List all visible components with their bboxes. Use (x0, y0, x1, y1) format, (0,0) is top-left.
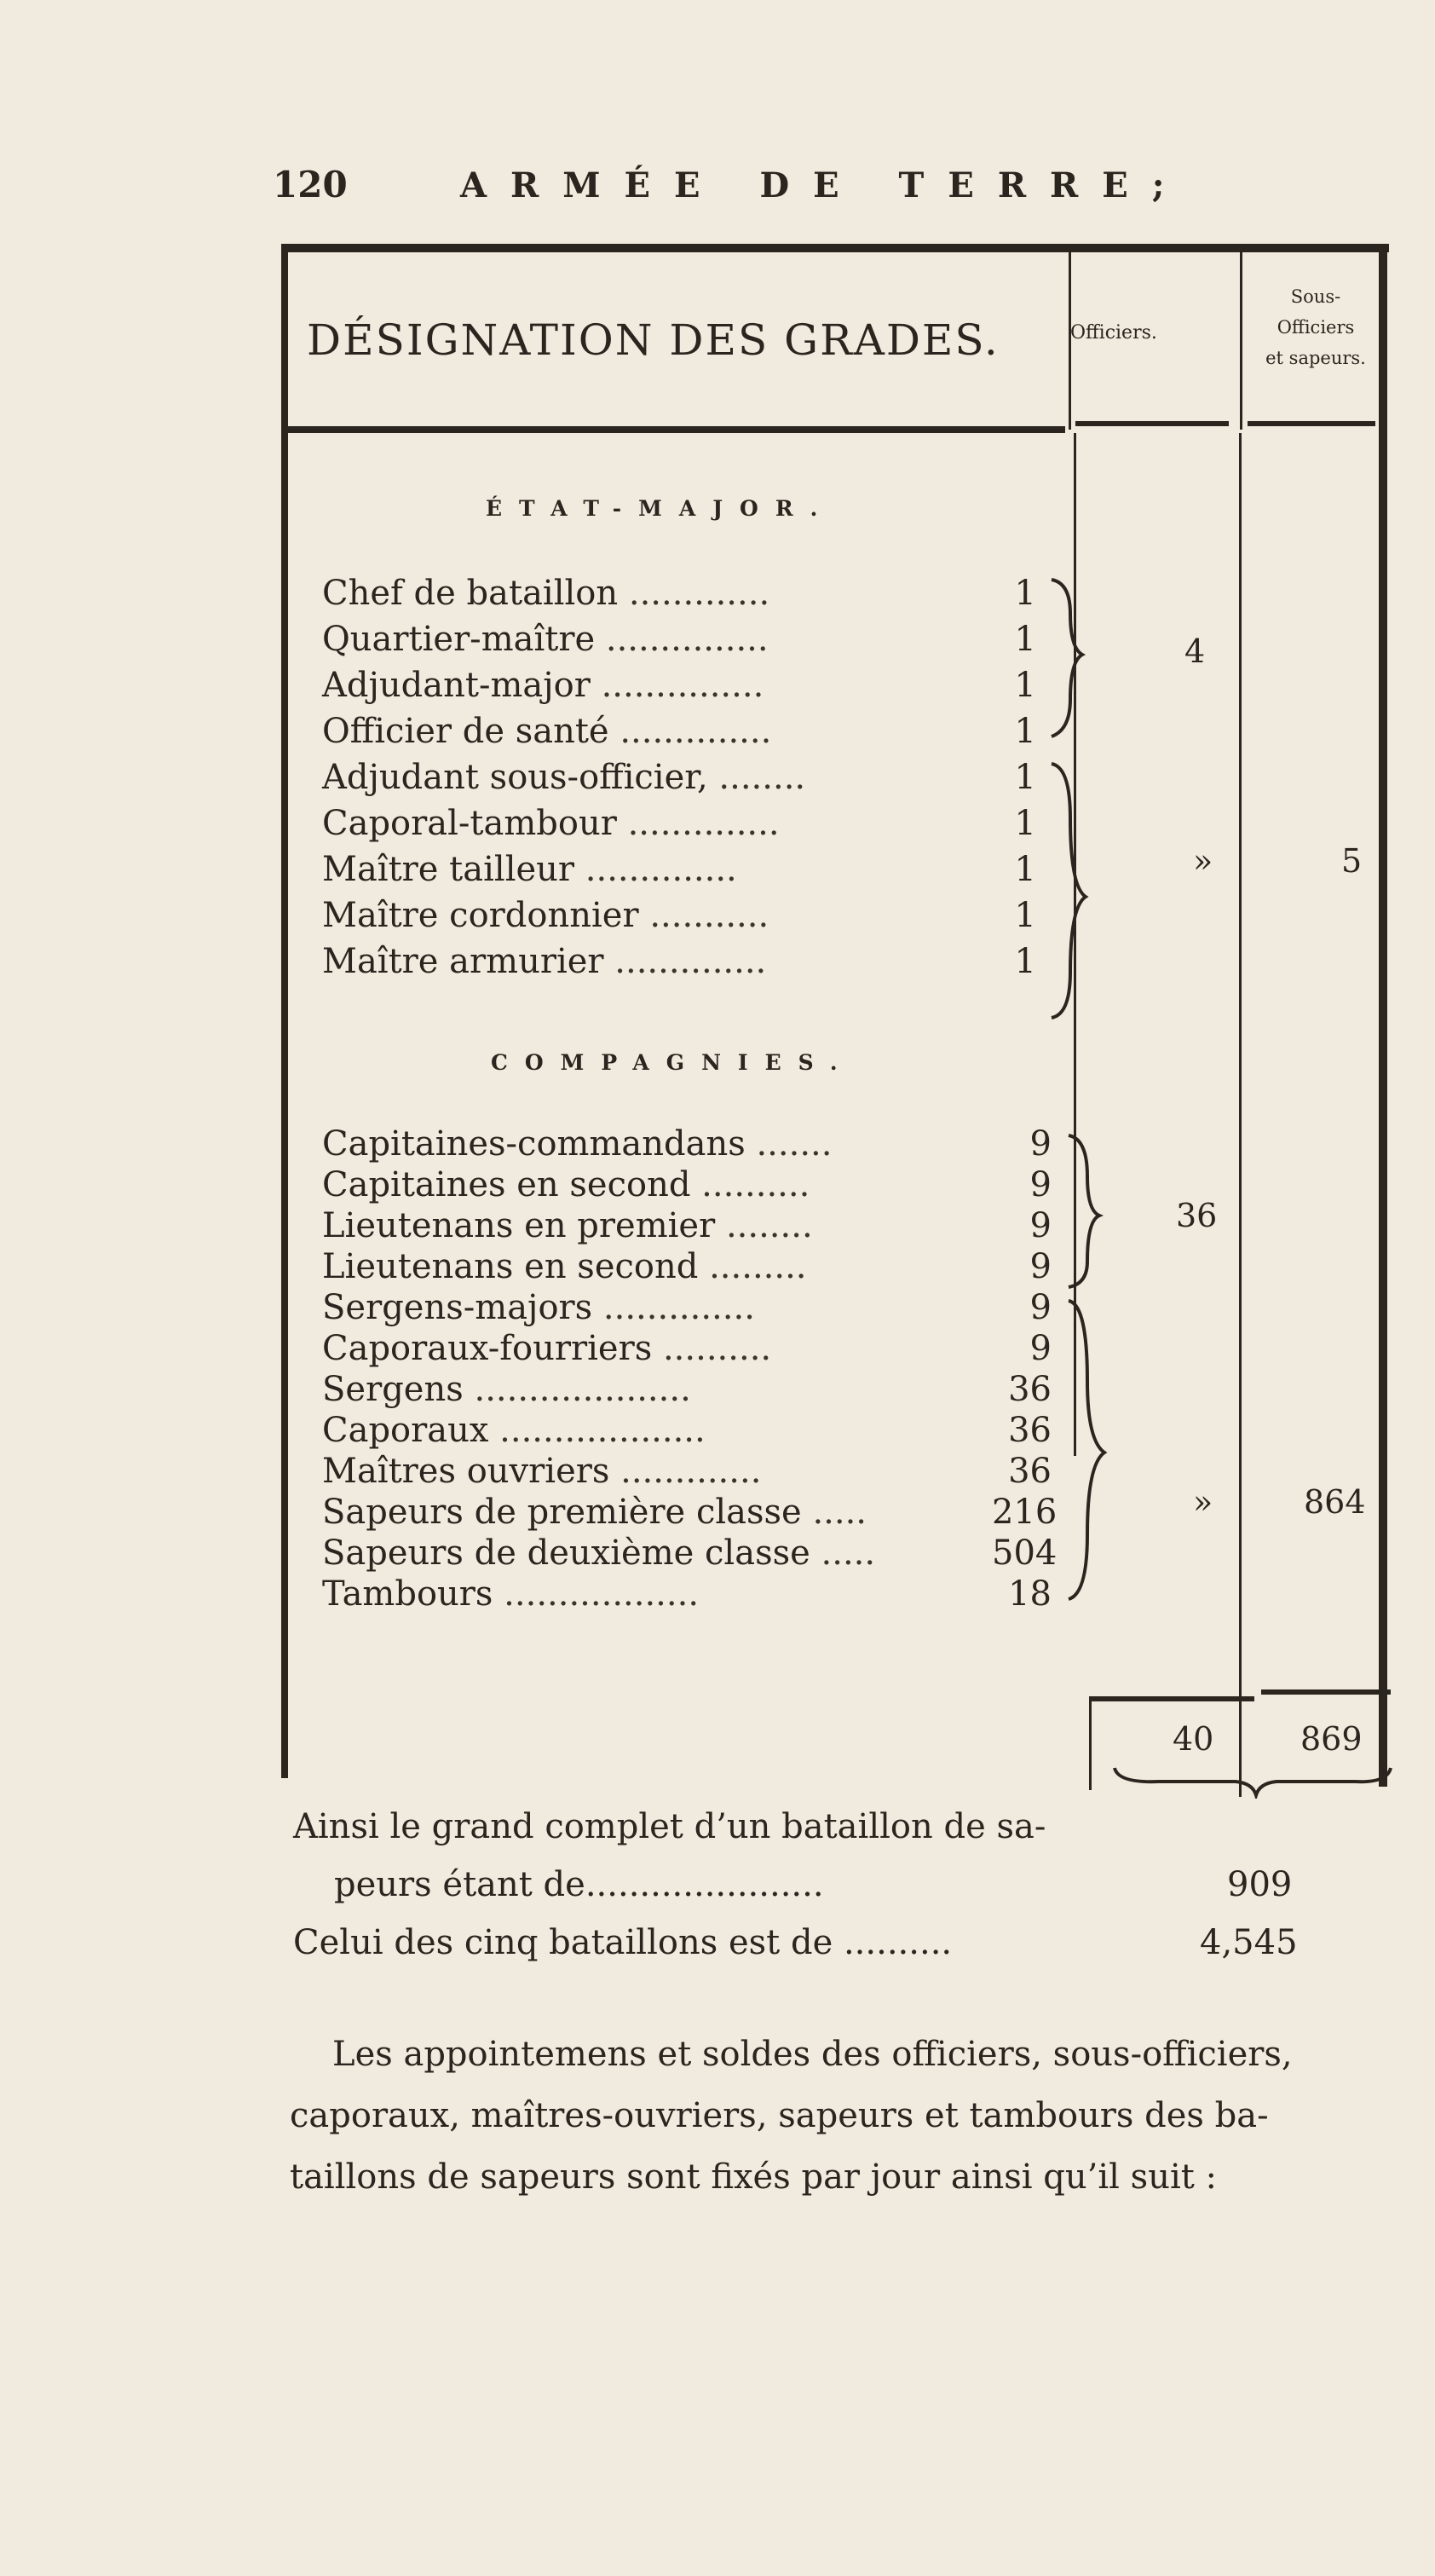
left-rule (281, 244, 288, 1778)
table-row (322, 1206, 813, 1245)
row-dots: .............. (627, 804, 780, 843)
row-dots: ..... (821, 1533, 876, 1573)
row-dots: ............... (601, 666, 764, 705)
brace-group-3 (1069, 1135, 1099, 1287)
row-label: Quartier-maître (322, 620, 596, 659)
group2-sous-value: 5 (1341, 842, 1363, 880)
paragraph-line-3: taillons de sapeurs sont fixés par jour ainsi qu’il suit : (290, 2157, 1218, 2197)
row-label: Caporaux (322, 1411, 489, 1450)
col-sous-line3: et sapeurs. (1265, 348, 1366, 368)
table-row (322, 1124, 833, 1164)
row-label: Adjudant sous-officier, (322, 758, 708, 797)
row-dots: ....... (756, 1124, 833, 1164)
row-count: 1 (1014, 896, 1036, 935)
table-row (322, 804, 780, 843)
header-rule-main (281, 426, 1065, 433)
row-dots: ..... (812, 1493, 867, 1532)
right-rule (1379, 244, 1387, 1787)
row-dots: ............. (620, 1452, 762, 1491)
row-count: 9 (1029, 1329, 1052, 1368)
column-header-designation: DÉSIGNATION DES GRADES. (307, 315, 1000, 365)
top-rule (281, 244, 1389, 252)
summary-line-3 (293, 1923, 952, 1962)
summary-line-2 (334, 1865, 824, 1904)
brace-group-4 (1069, 1301, 1104, 1599)
table-row (322, 758, 806, 797)
row-count: 216 (992, 1493, 1058, 1532)
row-count: 1 (1014, 574, 1036, 613)
row-label: Sergens (322, 1370, 464, 1409)
table-row (322, 1411, 706, 1450)
table-row (322, 712, 772, 751)
table-row (322, 666, 764, 705)
col-sous-line1: Sous- (1290, 286, 1341, 307)
row-dots: ......... (709, 1247, 807, 1286)
table-row (322, 1331, 771, 1366)
summary-line-1: Ainsi le grand complet d’un bataillon de sa- (293, 1807, 1046, 1846)
section-compagnies: COMPAGNIES. (491, 1050, 855, 1075)
row-count: 504 (992, 1533, 1058, 1573)
table-row (322, 1247, 807, 1286)
col-divider-2-head (1240, 247, 1242, 430)
row-label: Caporal-tambour (322, 804, 617, 843)
row-label: Caporaux-fourriers (322, 1329, 653, 1368)
table-row (322, 1370, 691, 1409)
group3-officers-value: 36 (1176, 1197, 1218, 1234)
paragraph-line-2: caporaux, maîtres-ouvriers, sapeurs et tambours des ba- (290, 2096, 1269, 2135)
row-dots: ................... (499, 1411, 706, 1450)
row-label: Tambours (322, 1574, 493, 1614)
table-row (322, 898, 769, 933)
row-dots: ........... (649, 896, 769, 935)
row-count: 9 (1029, 1206, 1052, 1245)
row-label: Lieutenans en premier (322, 1206, 716, 1245)
row-dots: ........ (725, 1206, 813, 1245)
summary-line-3-text: Celui des cinq bataillons est de (293, 1923, 833, 1962)
row-dots: .................... (474, 1370, 691, 1409)
summary-line-2-text: peurs étant de (334, 1865, 585, 1904)
summary-line-2-value: 909 (1227, 1865, 1293, 1904)
paragraph-line-1: Les appointemens et soldes des officiers, sous-officiers, (332, 2035, 1293, 2074)
row-dots: .............. (620, 712, 772, 751)
total-officers-value: 40 (1173, 1720, 1214, 1758)
row-label: Chef de bataillon (322, 574, 619, 613)
row-count: 1 (1014, 804, 1036, 843)
row-dots: .............. (614, 942, 767, 981)
row-count: 1 (1014, 850, 1036, 889)
row-label: Maître tailleur (322, 850, 575, 889)
row-count: 1 (1014, 620, 1036, 659)
table-row (322, 1574, 700, 1614)
running-title: ARMÉE DE TERRE; (460, 165, 1189, 205)
row-dots: ............. (628, 574, 770, 613)
row-count: 1 (1014, 666, 1036, 705)
row-dots: .............. (602, 1288, 755, 1327)
table-row (322, 1288, 755, 1327)
row-label: Sapeurs de deuxième classe (322, 1533, 810, 1573)
row-label: Lieutenans en second (322, 1247, 699, 1286)
group1-officers-value: 4 (1184, 632, 1206, 670)
brace-group-2 (1052, 764, 1086, 1018)
total-left-rule (1089, 1696, 1092, 1790)
column-header-sous-officiers (1248, 281, 1384, 373)
table-row (322, 574, 770, 613)
header-rule-officers (1075, 421, 1229, 426)
brace-group-1 (1052, 580, 1082, 736)
table-row (322, 1493, 867, 1532)
header-rule-sous (1248, 421, 1375, 426)
row-label: Officier de santé (322, 712, 609, 751)
row-dots: ........ (718, 758, 806, 797)
row-count: 9 (1029, 1124, 1052, 1164)
summary-line-3-value: 4,545 (1200, 1923, 1298, 1962)
row-count: 1 (1014, 712, 1036, 751)
row-count: 1 (1014, 758, 1036, 797)
summary-line-2-dots: ...................... (585, 1865, 824, 1904)
row-dots: .................. (504, 1574, 700, 1614)
total-rule-officers (1089, 1696, 1254, 1701)
row-dots: ............... (605, 620, 769, 659)
row-count: 9 (1029, 1288, 1052, 1327)
group4-officers-value: » (1193, 1483, 1213, 1521)
summary-line-3-dots: .......... (843, 1923, 953, 1962)
grouping-braces (1045, 563, 1113, 1637)
row-label: Capitaines en second (322, 1165, 691, 1204)
total-rule-sous (1261, 1689, 1391, 1695)
row-count: 36 (1008, 1411, 1052, 1450)
col-sous-line2: Officiers (1277, 317, 1355, 338)
row-count: 9 (1029, 1247, 1052, 1286)
group2-officers-value: » (1193, 842, 1213, 880)
row-label: Maître armurier (322, 942, 604, 981)
row-count: 36 (1008, 1370, 1052, 1409)
row-count: 9 (1029, 1165, 1052, 1204)
row-count: 18 (1008, 1574, 1052, 1614)
row-label: Sergens-majors (322, 1288, 593, 1327)
table-row (322, 620, 769, 659)
row-count: 1 (1014, 942, 1036, 981)
row-label: Sapeurs de première classe (322, 1493, 802, 1532)
section-etat-major: ÉTAT-MAJOR. (486, 496, 835, 521)
row-label: Adjudant-major (322, 666, 591, 705)
table-row (322, 1452, 762, 1491)
column-header-officers: Officiers. (1070, 322, 1157, 344)
col-divider-2 (1239, 433, 1242, 1797)
row-label: Capitaines-commandans (322, 1124, 746, 1164)
row-label: Maîtres ouvriers (322, 1452, 610, 1491)
totals-brace (1108, 1765, 1398, 1799)
row-count: 36 (1008, 1452, 1052, 1491)
page-number: 120 (273, 164, 348, 205)
row-label: Maître cordonnier (322, 896, 639, 935)
group4-sous-value: 864 (1304, 1483, 1366, 1521)
table-row (322, 1165, 810, 1204)
row-dots: .......... (701, 1165, 810, 1204)
row-dots: .............. (585, 850, 737, 889)
table-row (322, 852, 737, 887)
table-row (322, 1533, 876, 1573)
total-sous-value: 869 (1300, 1720, 1363, 1758)
row-dots: .......... (662, 1329, 772, 1368)
table-row (322, 944, 766, 979)
